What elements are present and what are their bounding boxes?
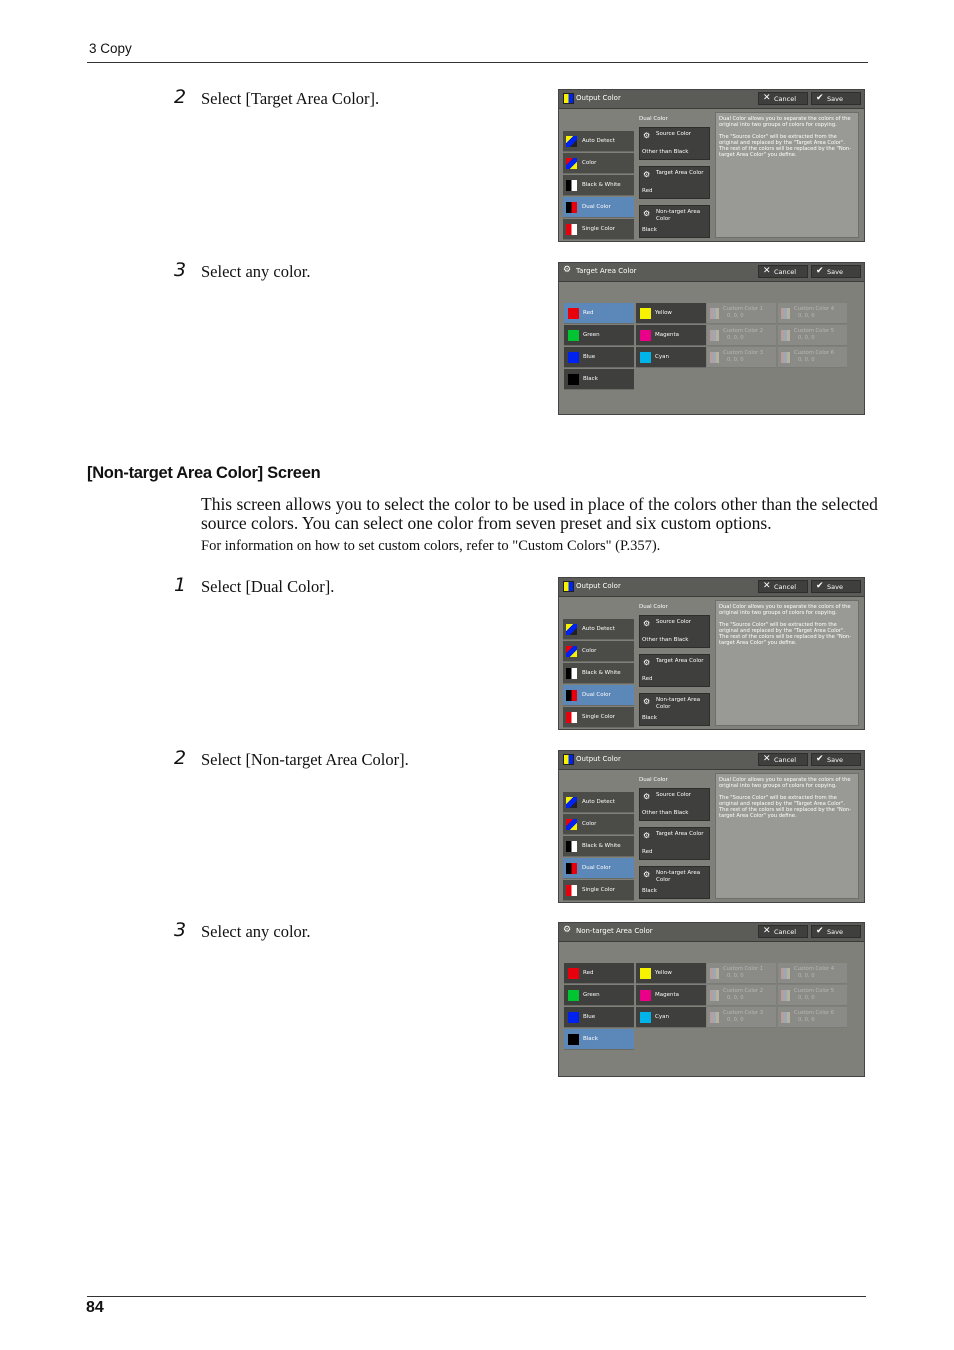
check-icon: ✔ — [816, 93, 824, 103]
color-swatch — [640, 352, 651, 363]
output-color-icon — [563, 581, 574, 592]
gear-icon: ⚙ — [643, 170, 651, 179]
save-button[interactable]: ✔ Save — [811, 925, 861, 938]
color-mode-icon — [566, 158, 577, 169]
color-swatch — [640, 330, 651, 341]
step-number: 3 — [174, 259, 187, 281]
mode-button[interactable]: Dual Color — [563, 197, 634, 218]
custom-color-button[interactable]: Custom Color 5 0, 0, 0 — [778, 985, 847, 1006]
custom-color-button[interactable]: Custom Color 2 0, 0, 0 — [707, 325, 776, 346]
save-button[interactable]: ✔ Save — [811, 580, 861, 593]
dual-color-option-button[interactable]: ⚙ Source Color Other than Black — [639, 615, 710, 648]
check-icon: ✔ — [816, 266, 824, 276]
gear-icon: ⚙ — [563, 265, 572, 275]
mode-button[interactable]: Single Color — [563, 880, 634, 901]
color-swatch — [568, 990, 579, 1001]
color-mode-icon — [566, 646, 577, 657]
section-body: This screen allows you to select the color to be used in place of the colors other than the selected source colors. You can select one color from seven preset and six custom options. — [201, 494, 878, 533]
title-bar — [559, 923, 864, 942]
color-button-green[interactable]: Green — [564, 985, 634, 1006]
color-button-red[interactable]: Red — [564, 963, 634, 984]
mode-button[interactable]: Black & White — [563, 175, 634, 196]
custom-color-icon — [781, 352, 790, 363]
color-button-magenta[interactable]: Magenta — [636, 985, 706, 1006]
color-swatch — [640, 990, 651, 1001]
dual-color-option-button[interactable]: ⚙ Source Color Other than Black — [639, 127, 710, 160]
dual-color-option-button[interactable]: ⚙ Non-target Area Color Black — [639, 205, 710, 238]
output-color-icon — [563, 93, 574, 104]
check-icon: ✔ — [816, 754, 824, 764]
screen-title: Non-target Area Color — [576, 927, 653, 935]
dual-color-option-button[interactable]: ⚙ Source Color Other than Black — [639, 788, 710, 821]
custom-color-button[interactable]: Custom Color 1 0, 0, 0 — [707, 963, 776, 984]
custom-color-icon — [781, 330, 790, 341]
footer-rule — [87, 1296, 866, 1297]
mode-button[interactable]: Auto Detect — [563, 792, 634, 813]
custom-color-icon — [710, 968, 719, 979]
dual-color-label: Dual Color — [639, 777, 668, 783]
mode-button[interactable]: Color — [563, 814, 634, 835]
custom-color-button[interactable]: Custom Color 4 0, 0, 0 — [778, 303, 847, 324]
dual-color-option-button[interactable]: ⚙ Target Area Color Red — [639, 827, 710, 860]
custom-color-icon — [710, 1012, 719, 1023]
custom-color-button[interactable]: Custom Color 6 0, 0, 0 — [778, 1007, 847, 1028]
save-button[interactable]: ✔ Save — [811, 265, 861, 278]
description-panel: Dual Color allows you to separate the colors of the original into two groups of colors for copying. The "Source Color" will be extracted from the original and replaced by the "Target Area Color". The rest of the colors will be replaced by the "Non-target Area Color" you define. — [715, 600, 859, 726]
cancel-button[interactable]: ✕ Cancel — [758, 580, 808, 593]
dual-color-label: Dual Color — [639, 116, 668, 122]
color-button-black[interactable]: Black — [564, 1029, 634, 1050]
color-mode-icon — [566, 885, 577, 896]
color-mode-icon — [566, 712, 577, 723]
custom-color-button[interactable]: Custom Color 3 0, 0, 0 — [707, 1007, 776, 1028]
mode-button[interactable]: Color — [563, 153, 634, 174]
color-button-yellow[interactable]: Yellow — [636, 303, 706, 324]
description-panel: Dual Color allows you to separate the colors of the original into two groups of colors for copying. The "Source Color" will be extracted from the original and replaced by the "Target Area Color". The rest of the colors will be replaced by the "Non-target Area Color" you define. — [715, 112, 859, 238]
output-color-screen — [558, 750, 865, 903]
custom-color-button[interactable]: Custom Color 3 0, 0, 0 — [707, 347, 776, 368]
custom-color-button[interactable]: Custom Color 5 0, 0, 0 — [778, 325, 847, 346]
dual-color-option-button[interactable]: ⚙ Target Area Color Red — [639, 166, 710, 199]
title-bar — [559, 263, 864, 282]
mode-button[interactable]: Auto Detect — [563, 131, 634, 152]
mode-button[interactable]: Dual Color — [563, 685, 634, 706]
close-icon: ✕ — [763, 581, 771, 591]
chapter-header: 3 Copy — [89, 41, 132, 56]
color-mode-icon — [566, 863, 577, 874]
gear-icon: ⚙ — [643, 658, 651, 667]
section-title: [Non-target Area Color] Screen — [87, 464, 321, 482]
title-bar — [559, 751, 864, 770]
mode-button[interactable]: Auto Detect — [563, 619, 634, 640]
dual-color-option-button[interactable]: ⚙ Target Area Color Red — [639, 654, 710, 687]
output-color-screen — [558, 577, 865, 730]
gear-icon: ⚙ — [643, 792, 651, 801]
color-button-cyan[interactable]: Cyan — [636, 1007, 706, 1028]
color-button-blue[interactable]: Blue — [564, 1007, 634, 1028]
color-button-magenta[interactable]: Magenta — [636, 325, 706, 346]
color-swatch — [640, 308, 651, 319]
color-button-yellow[interactable]: Yellow — [636, 963, 706, 984]
title-bar — [559, 578, 864, 597]
close-icon: ✕ — [763, 926, 771, 936]
mode-button[interactable]: Color — [563, 641, 634, 662]
cancel-button[interactable]: ✕ Cancel — [758, 265, 808, 278]
screen-title: Output Color — [576, 755, 621, 763]
save-button[interactable]: ✔ Save — [811, 753, 861, 766]
color-swatch — [568, 330, 579, 341]
custom-color-button[interactable]: Custom Color 1 0, 0, 0 — [707, 303, 776, 324]
custom-color-icon — [710, 352, 719, 363]
step-text: Select any color. — [201, 922, 311, 941]
mode-button[interactable]: Black & White — [563, 836, 634, 857]
dual-color-option-button[interactable]: ⚙ Non-target Area Color Black — [639, 693, 710, 726]
color-mode-icon — [566, 224, 577, 235]
step-number: 2 — [174, 747, 187, 769]
color-mode-icon — [566, 202, 577, 213]
custom-color-button[interactable]: Custom Color 2 0, 0, 0 — [707, 985, 776, 1006]
save-button[interactable]: ✔ Save — [811, 92, 861, 105]
custom-color-icon — [710, 990, 719, 1001]
step-text: Select [Dual Color]. — [201, 577, 335, 596]
page-number: 84 — [86, 1299, 104, 1316]
custom-color-icon — [710, 330, 719, 341]
custom-color-icon — [710, 308, 719, 319]
custom-color-button[interactable]: Custom Color 4 0, 0, 0 — [778, 963, 847, 984]
gear-icon: ⚙ — [643, 131, 651, 140]
cancel-button[interactable]: ✕ Cancel — [758, 753, 808, 766]
color-mode-icon — [566, 819, 577, 830]
color-mode-icon — [566, 841, 577, 852]
close-icon: ✕ — [763, 266, 771, 276]
section-note: For information on how to set custom colors, refer to "Custom Colors" (P.357). — [201, 538, 661, 554]
mode-button[interactable]: Dual Color — [563, 858, 634, 879]
custom-color-button[interactable]: Custom Color 6 0, 0, 0 — [778, 347, 847, 368]
color-mode-icon — [566, 668, 577, 679]
mode-button[interactable]: Single Color — [563, 707, 634, 728]
color-button-cyan[interactable]: Cyan — [636, 347, 706, 368]
dual-color-option-button[interactable]: ⚙ Non-target Area Color Black — [639, 866, 710, 899]
output-color-icon — [563, 754, 574, 765]
gear-icon: ⚙ — [643, 619, 651, 628]
screen-title: Output Color — [576, 94, 621, 102]
color-swatch — [568, 374, 579, 385]
color-mode-icon — [566, 624, 577, 635]
color-swatch — [640, 1012, 651, 1023]
color-swatch — [568, 1012, 579, 1023]
color-mode-icon — [566, 797, 577, 808]
description-panel: Dual Color allows you to separate the colors of the original into two groups of colors for copying. The "Source Color" will be extracted from the original and replaced by the "Target Area Color". The rest of the colors will be replaced by the "Non-target Area Color" you define. — [715, 773, 859, 899]
color-button-black[interactable]: Black — [564, 369, 634, 390]
close-icon: ✕ — [763, 93, 771, 103]
step-number: 3 — [174, 919, 187, 941]
color-mode-icon — [566, 180, 577, 191]
gear-icon: ⚙ — [563, 925, 572, 935]
dual-color-label: Dual Color — [639, 604, 668, 610]
cancel-button[interactable]: ✕ Cancel — [758, 925, 808, 938]
screen-title: Output Color — [576, 582, 621, 590]
gear-icon: ⚙ — [643, 870, 651, 879]
color-swatch — [568, 308, 579, 319]
check-icon: ✔ — [816, 926, 824, 936]
color-mode-icon — [566, 690, 577, 701]
color-button-blue[interactable]: Blue — [564, 347, 634, 368]
output-color-screen — [558, 89, 865, 242]
check-icon: ✔ — [816, 581, 824, 591]
header-rule — [87, 62, 868, 63]
gear-icon: ⚙ — [643, 831, 651, 840]
step-number: 2 — [174, 86, 187, 108]
custom-color-icon — [781, 1012, 790, 1023]
custom-color-icon — [781, 968, 790, 979]
custom-color-icon — [781, 990, 790, 1001]
screen-title: Target Area Color — [576, 267, 637, 275]
color-swatch — [568, 352, 579, 363]
mode-button[interactable]: Black & White — [563, 663, 634, 684]
step-text: Select [Non-target Area Color]. — [201, 750, 409, 769]
step-text: Select [Target Area Color]. — [201, 89, 380, 108]
color-button-red[interactable]: Red — [564, 303, 634, 324]
title-bar — [559, 90, 864, 109]
color-button-green[interactable]: Green — [564, 325, 634, 346]
close-icon: ✕ — [763, 754, 771, 764]
mode-button[interactable]: Single Color — [563, 219, 634, 240]
non-target-area-color-screen — [558, 922, 865, 1077]
target-area-color-screen — [558, 262, 865, 415]
step-number: 1 — [174, 574, 187, 596]
color-swatch — [568, 968, 579, 979]
cancel-button[interactable]: ✕ Cancel — [758, 92, 808, 105]
gear-icon: ⚙ — [643, 209, 651, 218]
step-text: Select any color. — [201, 262, 311, 281]
color-mode-icon — [566, 136, 577, 147]
custom-color-icon — [781, 308, 790, 319]
color-swatch — [568, 1034, 579, 1045]
color-swatch — [640, 968, 651, 979]
gear-icon: ⚙ — [643, 697, 651, 706]
